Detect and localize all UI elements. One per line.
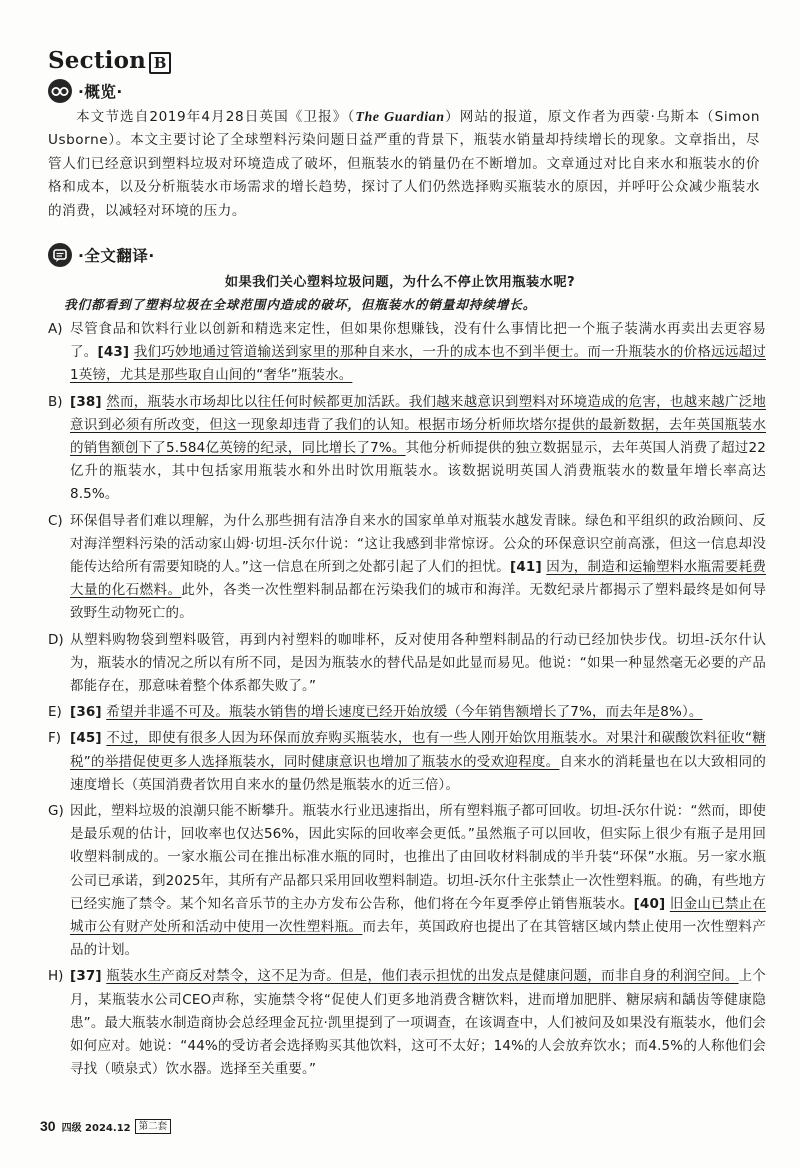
answer-marker: [40] (633, 895, 666, 912)
answer-marker: [41] (510, 559, 542, 576)
article-subtitle: 我们都看到了塑料垃圾在全球范围内造成的破坏，但瓶装水的销量却持续增长。 (64, 297, 537, 312)
answer-marker: [43] (97, 344, 130, 361)
glasses-icon (48, 79, 72, 103)
page-number: 30 (40, 1118, 56, 1134)
overview-body: 本文节选自2019年4月28日英国《卫报》（The Guardian）网站的报道，原文作者为西蒙·乌斯本（Simon Usborne）。本文主要讨论了全球塑料污染问题日益严重的背景下，瓶装水销量却持续增长的现象。文章指出，尽管人们已经意识到塑料垃圾对环境造成了破坏，但瓶装水的销量仍在不断增加。文章通过对比自来水和瓶装水的价格和成本，以及分析瓶装水市场需求的增长趋势，探讨了人们仍然选择购买瓶装水的原因，并呼吁公众减少瓶装水的消费，以减轻对环境的压力。 (48, 109, 760, 219)
answer-marker: [45] (70, 730, 102, 747)
translation-paragraphs (48, 318, 766, 1085)
paragraph-b: B) [38] 然而，瓶装水市场却比以往任何时候都更加活跃。我们越来越意识到塑料对环境造成的危害，也越来越广泛地意识到必须有所改变，但这一现象却违背了我们的认知。根据市场分析师坎塔尔提供的最新数据，去年英国瓶装水的销售额创下了5.584亿英镑的纪录，同比增长了7%。其他分析师提供的独立数据显示，去年英国人消费了超过22亿升的瓶装水，其中包括家用瓶装水和外出时饮用瓶装水。该数据说明英国人消费瓶装水的数量年增长率高达8.5%。 (48, 393, 766, 503)
translation-heading (48, 242, 155, 268)
paragraph-h: H) [37] 瓶装水生产商反对禁令，这不足为奇。但是，他们表示担忧的出发点是健康问题，而非自身的利润空间。上个月，某瓶装水公司CEO声称，实施禁令将“促使人们更多地消费含糖饮料，进而增加肥胖、糖尿病和龋齿等健康隐患”。最大瓶装水制造商协会总经理金瓦拉·凯里提到了一项调查，在该调查中，人们被问及如果没有瓶装水，他们会如何应对。她说：“44%的受访者会选择购买其他饮料，这可不太好；14%的人会放弃饮水；而4.5%的人称他们会寻找（喷泉式）饮水器。选择至关重要。” (48, 968, 766, 1078)
issue-label: 第二套 (135, 1119, 172, 1134)
article-title: 如果我们关心塑料垃圾问题，为什么不停止饮用瓶装水呢? (224, 275, 576, 290)
paragraph-a: A) 尽管食品和饮料行业以创新和精选来定性，但如果你想赚钱，没有什么事情比把一个瓶子装满水再卖出去更容易了。[43] 我们巧妙地通过管道输送到家里的那种自来水，一升的成本也不到半便士。而一升瓶装水的价格远远超过1英镑，尤其是那些取自山间的“奢华”瓶装水。 (48, 321, 766, 384)
overview-heading (48, 78, 123, 104)
answer-marker: [37] (70, 968, 102, 985)
paragraph-f: F) [45] 不过，即使有很多人因为环保而放弃购买瓶装水，也有一些人刚开始饮用瓶装水。对果汁和碳酸饮料征收“糖税”的举措促使更多人选择瓶装水，同时健康意识也增加了瓶装水的受欢迎程度。自来水的消耗量也在以大致相同的速度增长（英国消费者饮用自来水的量仍然是瓶装水的近三倍）。 (48, 730, 766, 793)
page-footer (40, 1118, 171, 1134)
publication-name: The Guardian (355, 110, 445, 125)
section-title: Section (48, 47, 147, 74)
section-letter-badge (149, 52, 173, 74)
paragraph-e: E) [36] 希望并非遥不可及。瓶装水销售的增长速度已经开始放缓（今年销售额增长了7%，而去年是8%）。 (48, 704, 703, 721)
section-header (48, 44, 173, 74)
overview-heading-text: ·概览· (78, 83, 123, 101)
section-letter: B (153, 54, 167, 72)
paragraph-c: C) 环保倡导者们难以理解，为什么那些拥有洁净自来水的国家单单对瓶装水越发青睐。绿色和平组织的政治顾问、反对海洋塑料污染的活动家山姆·切坦-沃尔什说：“这让我感到非常惊讶。公众的环保意识空前高涨，但这一信息却没能传达给所有需要知晓的人。”这一信息在所到之处都引起了人们的担忧。[41] 因为，制造和运输塑料水瓶需要耗费大量的化石燃料。此外，各类一次性塑料制品都在污染我们的城市和海洋。无数纪录片都揭示了塑料最终是如何导致野生动物死亡的。 (48, 512, 766, 622)
translation-heading-text: ·全文翻译· (78, 247, 155, 265)
answer-marker: [38] (70, 393, 102, 410)
journal-name: 四级 2024.12 (61, 1122, 131, 1134)
chat-bubble-icon (48, 243, 72, 267)
answer-marker: [36] (70, 704, 102, 721)
paragraph-g: G) 因此，塑料垃圾的浪潮只能不断攀升。瓶装水行业迅速指出，所有塑料瓶子都可回收。切坦-沃尔什说：“然而，即使是最乐观的估计，回收率也仅达56%，因此实际的回收率会更低。”虽然瓶子可以回收，但实际上很少有瓶子是用回收塑料制成的。一家水瓶公司在推出标准水瓶的同时，也推出了由回收材料制成的半升装“环保”水瓶。另一家水瓶公司已承诺，到2025年，其所有产品都只采用回收塑料制造。切坦-沃尔什主张禁止一次性塑料瓶。的确，有些地方已经实施了禁令。某个知名音乐节的主办方发布公告称，他们将在今年夏季停止销售瓶装水。[40] 旧金山已禁止在城市公有财产处所和活动中使用一次性塑料瓶。而去年，英国政府也提出了在其管辖区域内禁止使用一次性塑料产品的计划。 (48, 803, 766, 959)
paragraph-d: D) 从塑料购物袋到塑料吸管，再到内衬塑料的咖啡杯，反对使用各种塑料制品的行动已经加快步伐。切坦-沃尔什认为，瓶装水的情况之所以有所不同，是因为瓶装水的替代品是如此显而易见。他说：“如果一种显然毫无必要的产品都能存在，那意味着整个体系都失败了。” (48, 631, 766, 695)
